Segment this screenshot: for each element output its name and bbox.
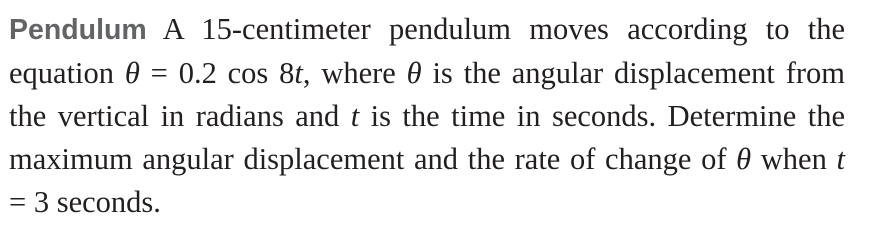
problem-text: , where: [302, 56, 407, 90]
problem-text: A 15-centimeter pendulum moves according to the equation: [9, 12, 845, 90]
theta-symbol: θ: [736, 142, 752, 176]
problem-text: is the angular displacement from the vertical in radians and: [9, 56, 846, 133]
theta-symbol: θ: [124, 56, 140, 90]
problem-text: 3 seconds.: [33, 185, 161, 219]
time-variable: t: [836, 142, 845, 176]
equals-sign: =: [9, 185, 34, 219]
equation-expression: 0.2 cos 8: [178, 56, 295, 90]
equals-sign: =: [139, 56, 179, 90]
problem-heading: Pendulum: [9, 14, 147, 46]
time-variable: t: [294, 56, 303, 90]
theta-symbol: θ: [406, 56, 422, 90]
problem-text: when: [751, 142, 837, 176]
time-variable: t: [350, 99, 360, 133]
problem-text: is the time in seconds. Determine the maximum angular displacement and the rate of change of: [9, 99, 845, 176]
